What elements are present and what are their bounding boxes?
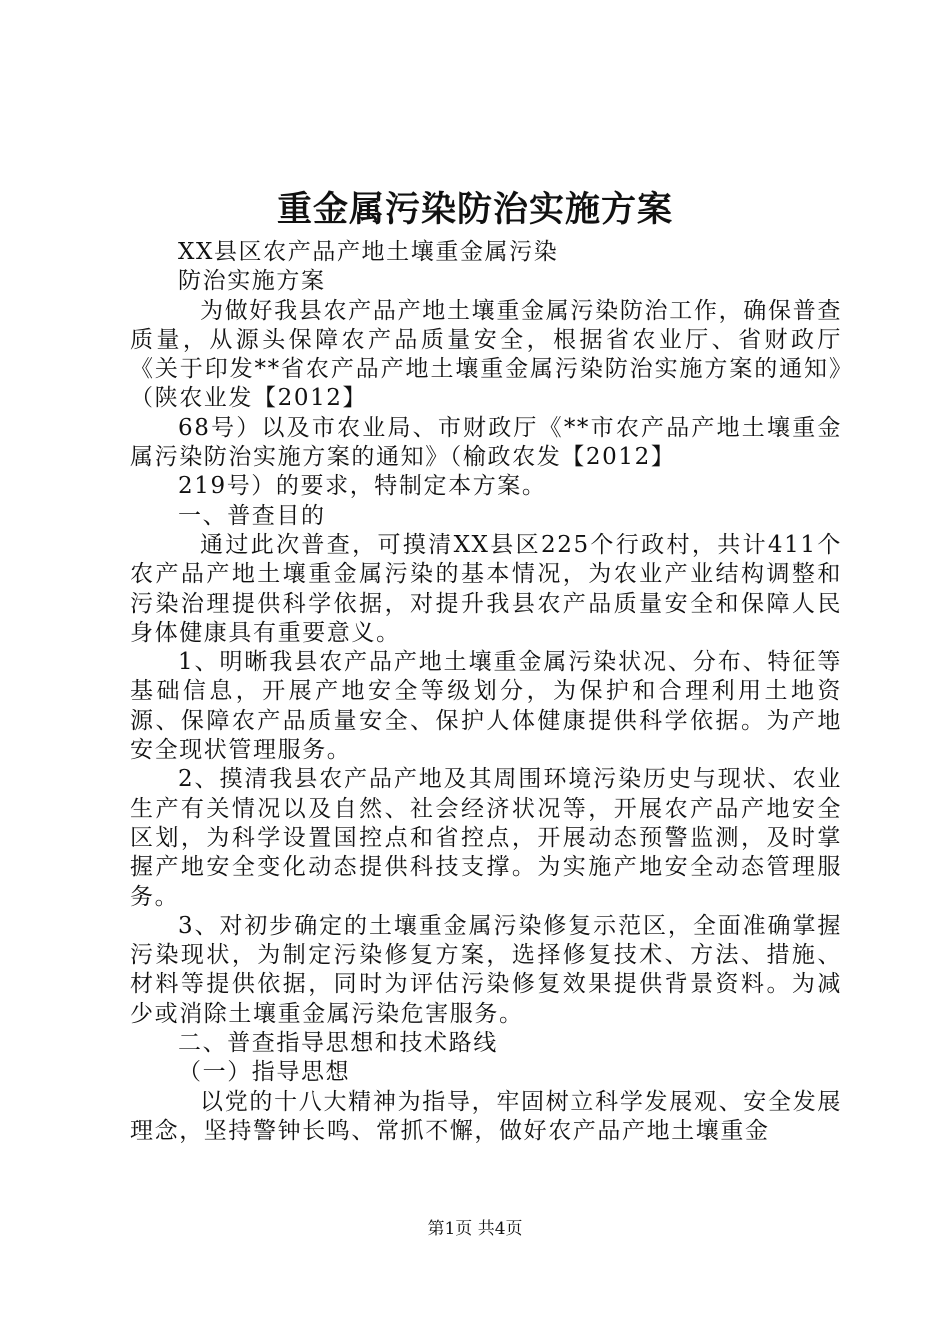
document-body bbox=[130, 238, 842, 1146]
paragraph: 为做好我县农产品产地土壤重金属污染防治工作，确保普查质量，从源头保障农产品质量安全，根据省农业厅、省财政厅《关于印发**省农产品产地土壤重金属污染防治实施方案的通知》（陕农业发【2012】 bbox=[130, 297, 842, 412]
paragraph: 1、明晰我县农产品产地土壤重金属污染状况、分布、特征等基础信息，开展产地安全等级划分，为保护和合理利用土地资源、保障农产品质量安全、保护人体健康提供科学依据。为产地安全现状管理服务。 bbox=[130, 649, 842, 764]
section-heading: 二、普查指导思想和技术路线 bbox=[178, 1030, 498, 1057]
subsection-heading: （一）指导思想 bbox=[178, 1059, 351, 1086]
paragraph: 68号）以及市农业局、市财政厅《**市农产品产地土壤重金属污染防治实施方案的通知》（榆政农发【2012】 bbox=[130, 414, 842, 471]
paragraph: 防治实施方案 bbox=[178, 268, 326, 295]
section-heading: 一、普查目的 bbox=[178, 502, 326, 529]
paragraph: 3、对初步确定的土壤重金属污染修复示范区，全面准确掌握污染现状，为制定污染修复方案，选择修复技术、方法、措施、材料等提供依据，同时为评估污染修复效果提供背景资料。为减少或消除土壤重金属污染危害服务。 bbox=[130, 912, 842, 1027]
paragraph: XX县区农产品产地土壤重金属污染 bbox=[178, 239, 559, 265]
paragraph: 2、摸清我县农产品产地及其周围环境污染历史与现状、农业生产有关情况以及自然、社会经济状况等，开展农产品产地安全区划，为科学设置国控点和省控点，开展动态预警监测，及时掌握产地安全变化动态提供科技支撑。为实施产地安全动态管理服务。 bbox=[130, 766, 842, 910]
document-title: 重金属污染防治实施方案 bbox=[276, 189, 673, 230]
page-footer: 第1页 共4页 bbox=[427, 1219, 523, 1239]
paragraph: 以党的十八大精神为指导，牢固树立科学发展观、安全发展理念，坚持警钟长鸣、常抓不懈，做好农产品产地土壤重金 bbox=[130, 1088, 842, 1144]
paragraph: 通过此次普查，可摸清XX县区225个行政村，共计411个农产品产地土壤重金属污染的基本情况，为农业产业结构调整和污染治理提供科学依据，对提升我县农产品质量安全和保障人民身体健康具有重要意义。 bbox=[130, 531, 842, 646]
paragraph: 219号）的要求，特制定本方案。 bbox=[178, 473, 547, 500]
